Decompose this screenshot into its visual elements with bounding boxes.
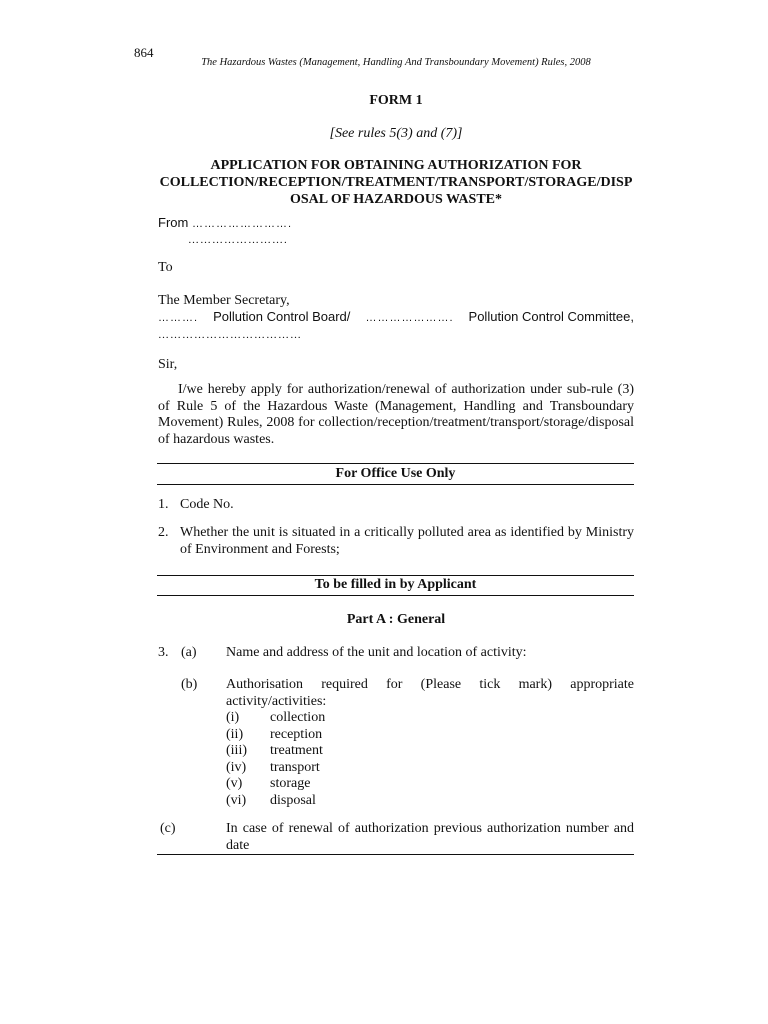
application-title-line-1: APPLICATION FOR OBTAINING AUTHORIZATION FOR: [210, 158, 582, 173]
activity-option-number: (ii): [226, 726, 244, 742]
activity-options-list: [226, 710, 426, 809]
running-header: The Hazardous Wastes (Management, Handling And Transboundary Movement) Rules, 2008: [201, 57, 591, 68]
page-number: 864: [134, 45, 154, 60]
activity-option: [226, 727, 426, 744]
activity-option-label: transport: [270, 759, 320, 775]
item-3b-label: (b): [181, 677, 198, 692]
activity-option-label: storage: [270, 776, 311, 791]
item-3a-label: (a): [181, 645, 197, 660]
to-label: To: [158, 260, 173, 275]
part-a-title: Part A : General: [346, 612, 446, 627]
from-label: From: [158, 215, 189, 230]
item-3b-text: Authorisation required for (Please tick mark) appropriate activity/activities:: [226, 677, 634, 709]
office-use-top-rule: [157, 463, 634, 464]
board-dots-c: ………………………………: [158, 329, 302, 341]
item-3c-text: In case of renewal of authorization previous authorization number and date: [226, 821, 634, 853]
item-3a-text: Name and address of the unit and location of activity:: [226, 645, 527, 660]
activity-option: [226, 710, 426, 727]
activity-option-number: (i): [226, 710, 240, 725]
activity-option: [226, 793, 426, 810]
office-item-1-text: Code No.: [180, 497, 234, 512]
activity-option-number: (iii): [226, 743, 247, 758]
salutation: Sir,: [158, 357, 178, 372]
activity-option: [226, 760, 426, 777]
from-line: [158, 215, 292, 230]
activity-option-label: reception: [270, 726, 323, 742]
application-title: [158, 157, 634, 208]
activity-option-label: collection: [270, 710, 326, 725]
board-dots-a: ……….: [158, 312, 199, 324]
intro-paragraph: I/we hereby apply for authorization/renewal of authorization under sub-rule (3) of Rule 5 of the Hazardous Waste (Management, Handling and Transboundary Movement) Rules, 2008 for collection/reception/treatment/transport/storage/disposal of hazardous wastes.: [158, 382, 634, 447]
activity-option: [226, 743, 426, 760]
office-item-1-number: 1.: [158, 497, 169, 512]
pollution-control-committee: Pollution Control Committee,: [468, 309, 634, 324]
office-use-bottom-rule: [157, 484, 634, 485]
applicant-bottom-rule: [157, 595, 634, 596]
activity-option-number: (v): [226, 776, 243, 791]
office-use-heading: For Office Use Only: [335, 466, 456, 481]
applicant-top-rule: [157, 575, 634, 576]
activity-option-label: disposal: [270, 792, 316, 808]
applicant-heading: To be filled in by Applicant: [314, 577, 477, 592]
board-dots-b: ………………….: [365, 312, 454, 324]
section-end-rule: [157, 854, 634, 855]
item-3c-label: (c): [160, 821, 176, 836]
application-title-line-3: OSAL OF HAZARDOUS WASTE*: [290, 192, 502, 207]
office-item-2-number: 2.: [158, 525, 169, 540]
form-title: FORM 1: [369, 93, 423, 108]
activity-option-label: treatment: [270, 743, 323, 758]
member-secretary: The Member Secretary,: [158, 293, 290, 308]
pollution-control-board: Pollution Control Board/: [213, 309, 351, 324]
board-line: [158, 309, 634, 324]
application-title-line-2: COLLECTION/RECEPTION/TREATMENT/TRANSPORT/STORAGE/DISP: [159, 175, 633, 190]
from-dots-2: …………………….: [188, 234, 288, 246]
item-3-number: 3.: [158, 645, 169, 660]
activity-option-number: (iv): [226, 759, 247, 775]
activity-option: [226, 776, 426, 793]
office-item-2-text: Whether the unit is situated in a critically polluted area as identified by Ministry of Environment and Forests;: [180, 525, 634, 557]
activity-option-number: (vi): [226, 792, 247, 808]
from-dots-1: …………………….: [191, 218, 293, 230]
see-rules-reference: [See rules 5(3) and (7)]: [329, 126, 463, 141]
